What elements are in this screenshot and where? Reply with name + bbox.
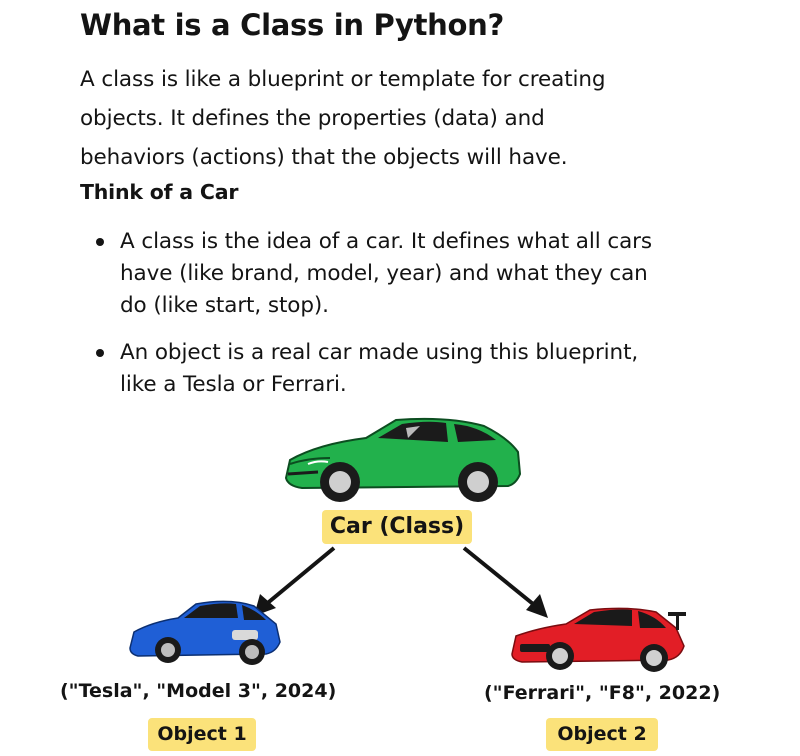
bullet-dot-icon	[96, 238, 104, 246]
bullet-line: An object is a real car made using this blueprint,	[120, 340, 639, 365]
object-1-label: Object 1	[148, 718, 256, 751]
page-title: What is a Class in Python?	[80, 8, 505, 42]
bullet-item	[80, 226, 760, 322]
intro-line: A class is like a blueprint or template for creating	[80, 67, 606, 92]
section-heading: Think of a Car	[80, 180, 239, 204]
object-2-args: ("Ferrari", "F8", 2022)	[484, 682, 721, 704]
bullet-dot-icon	[96, 349, 104, 357]
bullet-list	[80, 226, 760, 416]
bullet-line: have (like brand, model, year) and what they can	[120, 261, 648, 286]
bullet-line: do (like start, stop).	[120, 293, 329, 318]
bullet-line: like a Tesla or Ferrari.	[120, 372, 347, 397]
intro-line: objects. It defines the properties (data) and	[80, 106, 545, 131]
blue-car-icon	[126, 596, 284, 668]
class-label: Car (Class)	[322, 510, 472, 544]
intro-line: behaviors (actions) that the objects will have.	[80, 145, 568, 170]
bullet-item	[80, 337, 760, 401]
red-car-icon	[508, 598, 690, 674]
bullet-line: A class is the idea of a car. It defines what all cars	[120, 229, 652, 254]
intro-paragraph	[80, 60, 740, 177]
object-2-label: Object 2	[546, 718, 658, 751]
object-1-args: ("Tesla", "Model 3", 2024)	[60, 680, 337, 702]
class-car-icon	[278, 412, 526, 512]
